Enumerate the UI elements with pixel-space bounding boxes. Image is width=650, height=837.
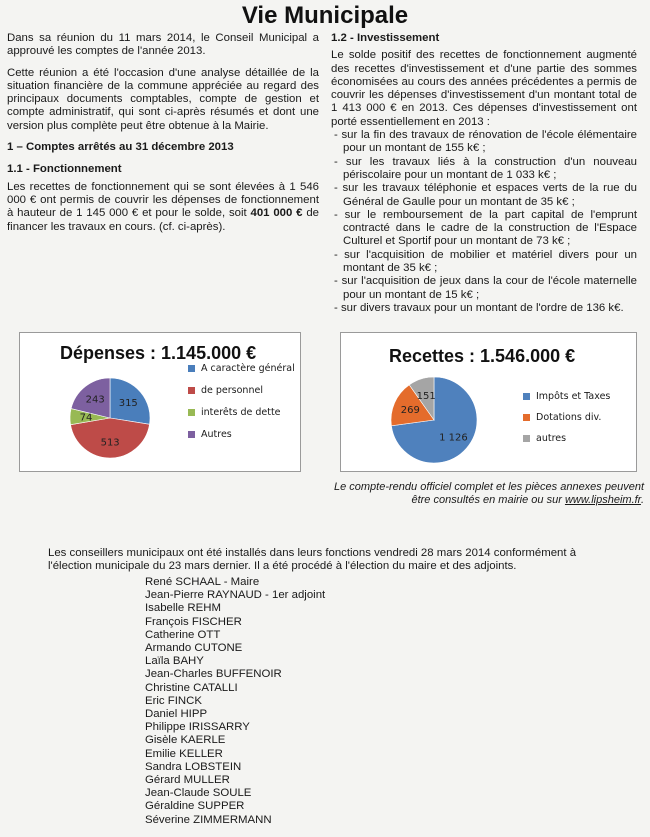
council-member: Eric FINCK [145,694,202,707]
legend-swatch [523,414,530,421]
legend-label: Impôts et Taxes [536,391,611,402]
legend-entry [188,363,295,374]
chart-legend [523,391,633,461]
pie-data-label: 269 [400,405,420,417]
council-member: Sandra LOBSTEIN [145,760,242,773]
council-member: Philippe IRISSARRY [145,721,250,734]
legend-entry [523,412,601,423]
depenses-chart [19,332,301,472]
investment-item: - sur les travaux téléphonie et espaces verts de la rue du Général de Gaulle pour un montant de 35 k€ ; [334,182,637,208]
legend-swatch [188,387,195,394]
council-member: Catherine OTT [145,628,221,641]
intro-paragraph: Dans sa réunion du 11 mars 2014, le Conseil Municipal a approuvé les comptes de l'année 2013. [7,32,319,58]
chart-legend [188,363,298,453]
section-heading-comptes: 1 – Comptes arrêtés au 31 décembre 2013 [7,141,234,154]
recettes-chart [340,332,637,472]
investment-item: - sur la fin des travaux de rénovation de l'école élémentaire pour un montant de 155 k€ ; [334,129,637,155]
legend-entry [523,391,610,402]
pie-data-label: 513 [100,437,120,449]
council-member: Isabelle REHM [145,602,221,615]
chart-title: Recettes : 1.546.000 € [389,346,576,366]
legend-label: Autres [201,429,232,440]
legend-entry [188,385,263,396]
council-member: Emilie KELLER [145,747,223,760]
fonctionnement-paragraph: Les recettes de fonctionnement qui se sont élevées à 1 546 000 € ont permis de couvrir les dépenses de fonctionnement à hauteur de 1 145 000 € et pour le solde, soit 401 000 € de financer les travaux en cours. (cf. ci-après). [7,180,319,233]
legend-swatch [188,365,195,372]
council-member: Christine CATALLI [145,681,238,694]
pie-data-label: 315 [118,397,138,409]
solde-amount: 401 000 € [250,207,303,220]
council-member: Séverine ZIMMERMANN [145,813,272,826]
council-members-list [145,576,465,827]
council-member: Gisèle KAERLE [145,734,226,747]
legend-swatch [188,409,195,416]
council-member: François FISCHER [145,615,242,628]
council-member: Jean-Charles BUFFENOIR [145,668,282,681]
council-member: Jean-Claude SOULE [145,787,252,800]
council-member: Géraldine SUPPER [145,800,245,813]
council-member: Armando CUTONE [145,642,243,655]
investment-item: - sur l'acquisition de jeux dans la cour de l'école maternelle pour un montant de 15 k€ ; [334,275,637,301]
council-member: Gérard MULLER [145,774,230,787]
right-column [331,32,637,315]
investment-item: - sur l'acquisition de mobilier et matériel divers pour un montant de 35 k€ ; [334,248,637,275]
section-heading-fonctionnement: 1.1 - Fonctionnement [7,163,122,176]
investment-list [331,129,637,315]
legend-label: de personnel [201,385,263,396]
council-member: Jean-Pierre RAYNAUD - 1er adjoint [145,589,326,602]
chart-title: Dépenses : 1.145.000 € [60,343,257,363]
council-member: Daniel HIPP [145,708,208,721]
council-member: Laïla BAHY [145,655,204,668]
legend-entry [523,433,566,444]
legend-label: autres [536,433,567,444]
legend-swatch [188,431,195,438]
legend-swatch [523,435,530,442]
legend-label: Dotations div. [536,412,602,423]
depenses-pie [62,375,158,461]
legend-label: A caractère général [201,363,295,374]
left-column [7,32,319,242]
pie-data-label: 243 [85,394,105,406]
legend-swatch [523,393,530,400]
analysis-paragraph: Cette réunion a été l'occasion d'une analyse détaillée de la situation financière de la commune appréciée au regard des principaux documents comptables, compte de gestion et compte administratif, qui sont ci-après résumés et dont une version plus complète peut être obtenue à la Mairie. [7,66,319,132]
page-title: Vie Municipale [241,2,409,29]
council-member: René SCHAAL - Maire [145,576,260,588]
investment-item: - sur les travaux liés à la construction d'un nouveau périscolaire pour un montant de 1 033 k€ ; [334,155,637,181]
recettes-pie [389,375,479,465]
investment-item: - sur divers travaux pour un montant de l'ordre de 136 k€. [334,301,624,314]
investment-item: - sur le remboursement de la part capital de l'emprunt contracté dans le cadre de la construction de l'Espace Culturel et Sportif pour un montant de 73 k€ ; [334,208,637,248]
investissement-paragraph: Le solde positif des recettes de fonctionnement augmenté des recettes d'investissement et d'une partie des sommes économisées au cours des années précédentes a permis de couvrir les dépenses d'investissement d'un montant total de 1 413 000 € en 2013. Ces dépenses d'investissement ont porté essentiellement en 2013 : [331,49,637,128]
legend-label: interêts de dette [201,407,281,418]
council-intro: Les conseillers municipaux ont été installés dans leurs fonctions vendredi 28 mars 2014 conformément à l'élection municipale du 23 mars dernier. Il a été procédé à l'élection du maire et des adjoints. [48,547,577,573]
pie-data-label: 151 [416,390,436,402]
legend-entry [188,407,281,418]
website-link[interactable]: www.lipsheim.fr [564,494,641,506]
pie-data-label: 74 [79,412,93,424]
pie-data-label: 1 126 [439,432,468,444]
compte-rendu-note: Le compte-rendu officiel complet et les pièces annexes peuvent être consultés en mairie ou sur www.lipsheim.fr. [333,481,644,506]
section-heading-investissement: 1.2 - Investissement [331,32,440,44]
legend-entry [188,429,232,440]
